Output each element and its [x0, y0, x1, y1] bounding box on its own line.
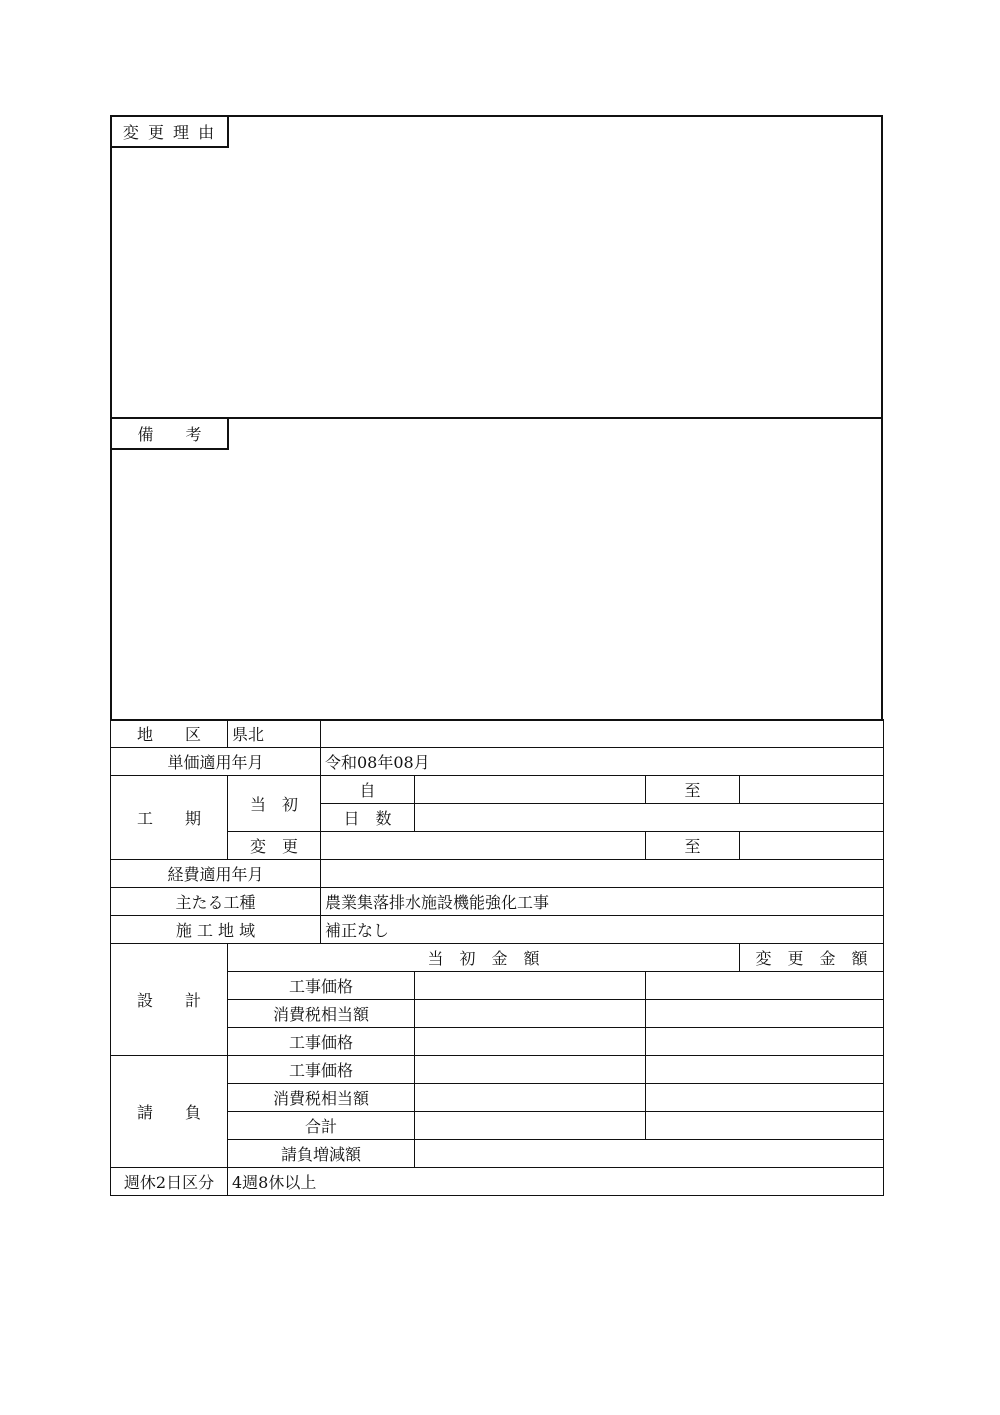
- expense-month-value: [321, 860, 884, 888]
- contract-initial-amount: [415, 1084, 646, 1112]
- contract-change-amount: [646, 1112, 884, 1140]
- main-work-type-label: 主たる工種: [111, 888, 321, 916]
- change-reason-box: [110, 115, 883, 419]
- expense-month-row: [111, 860, 884, 888]
- period-from-label: 自: [321, 776, 415, 804]
- district-value: 県北: [228, 720, 321, 748]
- form-sheet: [110, 115, 883, 1235]
- contract-row-label: 合計: [228, 1112, 415, 1140]
- design-change-amount: [646, 972, 884, 1000]
- district-extra: [321, 720, 884, 748]
- details-table: [110, 719, 884, 1196]
- period-days-label: 日 数: [321, 804, 415, 832]
- period-initial-row: [111, 776, 884, 804]
- district-row: [111, 720, 884, 748]
- weekly-holiday-label: 週休2日区分: [111, 1168, 228, 1196]
- work-area-row: [111, 916, 884, 944]
- district-label: 地 区: [111, 720, 228, 748]
- design-initial-amount: [415, 1028, 646, 1056]
- contract-change-amount: [646, 1084, 884, 1112]
- period-change-to-value: [740, 832, 884, 860]
- design-initial-amount: [415, 1000, 646, 1028]
- period-change-label: 変 更: [228, 832, 321, 860]
- period-change-to-label: 至: [646, 832, 740, 860]
- work-area-value: 補正なし: [321, 916, 884, 944]
- unit-price-month-label: 単価適用年月: [111, 748, 321, 776]
- change-reason-label: 変 更 理 由: [112, 117, 229, 148]
- period-change-from-value: [321, 832, 646, 860]
- weekly-holiday-row: [111, 1168, 884, 1196]
- design-row-label: 工事価格: [228, 1028, 415, 1056]
- initial-amount-header: 当 初 金 額: [228, 944, 740, 972]
- contract-initial-amount: [415, 1056, 646, 1084]
- contract-initial-amount: [415, 1112, 646, 1140]
- contract-row: [111, 1056, 884, 1084]
- contract-increase-label: 請負増減額: [228, 1140, 415, 1168]
- change-amount-header: 変 更 金 額: [740, 944, 884, 972]
- period-from-value: [415, 776, 646, 804]
- design-label: 設 計: [111, 944, 228, 1056]
- remarks-box: [110, 417, 883, 721]
- design-initial-amount: [415, 972, 646, 1000]
- contract-label: 請 負: [111, 1056, 228, 1168]
- period-days-value: [415, 804, 884, 832]
- contract-row-label: 消費税相当額: [228, 1084, 415, 1112]
- weekly-holiday-value: 4週8休以上: [228, 1168, 884, 1196]
- construction-period-label: 工 期: [111, 776, 228, 860]
- expense-month-label: 経費適用年月: [111, 860, 321, 888]
- unit-price-month-value: 令和08年08月: [321, 748, 884, 776]
- remarks-label: 備 考: [112, 419, 229, 450]
- work-area-label: 施 工 地 域: [111, 916, 321, 944]
- main-work-type-row: [111, 888, 884, 916]
- unit-price-month-row: [111, 748, 884, 776]
- main-work-type-value: 農業集落排水施設機能強化工事: [321, 888, 884, 916]
- design-row-label: 消費税相当額: [228, 1000, 415, 1028]
- design-row-label: 工事価格: [228, 972, 415, 1000]
- period-to-label: 至: [646, 776, 740, 804]
- design-change-amount: [646, 1028, 884, 1056]
- design-header-row: [111, 944, 884, 972]
- period-to-value: [740, 776, 884, 804]
- contract-row-label: 工事価格: [228, 1056, 415, 1084]
- period-initial-label: 当 初: [228, 776, 321, 832]
- contract-change-amount: [646, 1056, 884, 1084]
- design-change-amount: [646, 1000, 884, 1028]
- contract-increase-value: [415, 1140, 884, 1168]
